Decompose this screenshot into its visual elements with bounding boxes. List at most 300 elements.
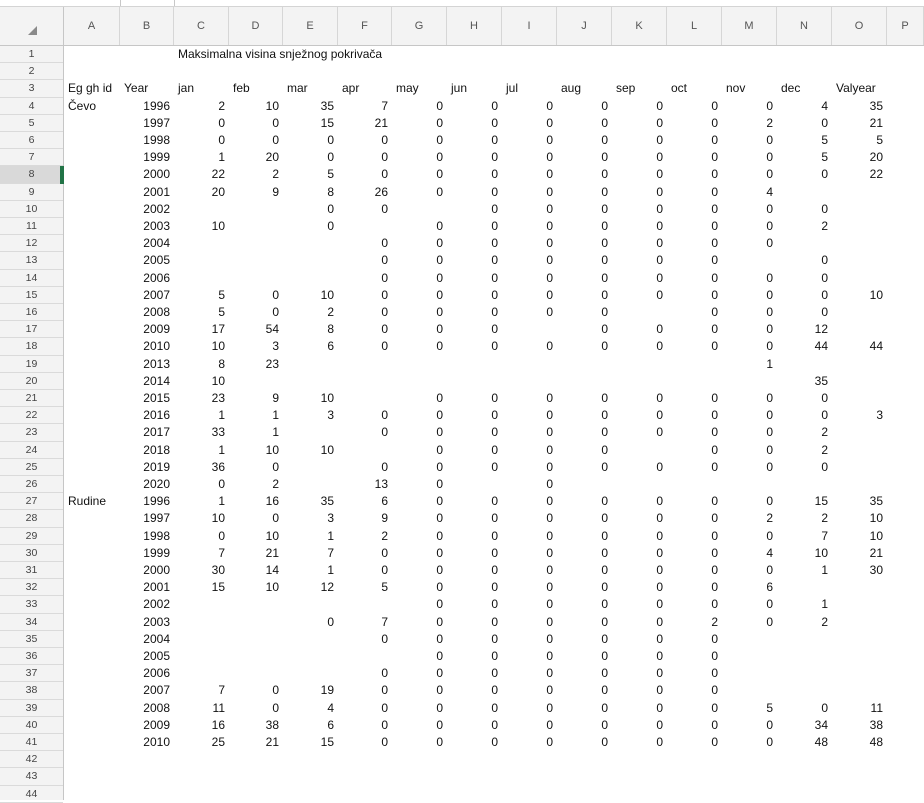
data-cell[interactable]: 0 xyxy=(546,391,553,405)
data-cell[interactable]: 0 xyxy=(436,219,443,233)
data-cell[interactable]: 0 xyxy=(601,563,608,577)
data-cell[interactable]: 0 xyxy=(766,219,773,233)
row-header-34[interactable]: 34 xyxy=(0,614,63,631)
data-cell[interactable]: 0 xyxy=(766,305,773,319)
data-cell[interactable]: 0 xyxy=(436,511,443,526)
data-cell[interactable]: 0 xyxy=(546,305,553,319)
data-cell[interactable]: 21 xyxy=(265,735,279,749)
data-cell[interactable]: 0 xyxy=(656,494,663,509)
data-cell[interactable]: 0 xyxy=(766,717,773,732)
data-cell[interactable]: 0 xyxy=(601,425,608,440)
data-cell[interactable]: 10 xyxy=(814,545,828,560)
data-cell[interactable]: 0 xyxy=(601,735,608,749)
station-name-cell[interactable]: Čevo xyxy=(68,98,97,113)
column-header-h[interactable]: H xyxy=(447,7,502,45)
data-cell[interactable]: 5 xyxy=(381,580,388,595)
data-cell[interactable]: 0 xyxy=(381,408,388,423)
data-cell[interactable]: 21 xyxy=(869,545,883,560)
row-header-44[interactable]: 44 xyxy=(0,786,63,803)
data-cell[interactable]: 2001 xyxy=(143,580,170,595)
data-cell[interactable]: 2 xyxy=(272,477,279,491)
header-cell-7[interactable]: may xyxy=(396,81,419,96)
data-cell[interactable]: 0 xyxy=(436,666,443,681)
data-cell[interactable]: 0 xyxy=(436,700,443,715)
data-cell[interactable]: 2014 xyxy=(143,373,170,388)
row-header-17[interactable]: 17 xyxy=(0,321,63,338)
data-cell[interactable]: 2018 xyxy=(143,442,170,457)
data-cell[interactable]: 0 xyxy=(656,649,663,663)
data-cell[interactable]: 2 xyxy=(821,219,828,233)
data-cell[interactable]: 8 xyxy=(327,184,334,199)
data-cell[interactable]: 0 xyxy=(656,150,663,165)
data-cell[interactable]: 44 xyxy=(814,339,828,354)
data-cell[interactable]: 0 xyxy=(546,219,553,233)
data-cell[interactable]: 13 xyxy=(374,477,388,491)
data-cell[interactable]: 0 xyxy=(656,425,663,440)
row-header-11[interactable]: 11 xyxy=(0,218,63,235)
data-cell[interactable]: 0 xyxy=(766,270,773,285)
data-cell[interactable]: 0 xyxy=(601,683,608,698)
data-cell[interactable]: 0 xyxy=(436,98,443,113)
data-cell[interactable]: 0 xyxy=(546,442,553,457)
data-cell[interactable]: 6 xyxy=(327,339,334,354)
data-cell[interactable]: 2010 xyxy=(143,735,170,749)
data-cell[interactable]: 0 xyxy=(381,631,388,646)
data-cell[interactable]: 0 xyxy=(766,150,773,165)
data-cell[interactable]: 0 xyxy=(656,287,663,302)
column-header-b[interactable]: B xyxy=(120,7,174,45)
data-cell[interactable]: 0 xyxy=(711,253,718,268)
data-cell[interactable]: 0 xyxy=(711,270,718,285)
data-cell[interactable]: 0 xyxy=(381,735,388,749)
data-cell[interactable]: 2 xyxy=(218,98,225,113)
data-cell[interactable]: 1998 xyxy=(143,528,170,543)
data-cell[interactable]: 3 xyxy=(272,339,279,354)
data-cell[interactable]: 0 xyxy=(546,150,553,165)
data-cell[interactable]: 0 xyxy=(546,425,553,440)
data-cell[interactable]: 0 xyxy=(436,391,443,405)
data-cell[interactable]: 15 xyxy=(814,494,828,509)
data-cell[interactable]: 2007 xyxy=(143,287,170,302)
data-cell[interactable]: 10 xyxy=(869,528,883,543)
header-cell-12[interactable]: oct xyxy=(671,81,688,96)
data-cell[interactable]: 0 xyxy=(656,666,663,681)
data-cell[interactable]: 0 xyxy=(546,580,553,595)
data-cell[interactable]: 2010 xyxy=(143,339,170,354)
data-cell[interactable]: 0 xyxy=(327,614,334,629)
row-header-19[interactable]: 19 xyxy=(0,356,63,373)
data-cell[interactable]: 0 xyxy=(546,494,553,509)
row-header-15[interactable]: 15 xyxy=(0,287,63,304)
data-cell[interactable]: 16 xyxy=(211,717,225,732)
data-cell[interactable]: 0 xyxy=(491,511,498,526)
header-cell-8[interactable]: jun xyxy=(451,81,468,96)
data-cell[interactable]: 48 xyxy=(814,735,828,749)
data-cell[interactable]: 7 xyxy=(327,545,334,560)
data-cell[interactable]: 0 xyxy=(711,150,718,165)
data-cell[interactable]: 0 xyxy=(766,442,773,457)
data-cell[interactable]: 20 xyxy=(265,150,279,165)
header-cell-3[interactable]: jan xyxy=(178,81,195,96)
data-cell[interactable]: 0 xyxy=(381,167,388,182)
data-cell[interactable]: 0 xyxy=(381,150,388,165)
row-header-30[interactable]: 30 xyxy=(0,545,63,562)
data-cell[interactable]: 2017 xyxy=(143,425,170,440)
select-all-triangle-icon[interactable] xyxy=(28,26,37,35)
data-cell[interactable]: 9 xyxy=(272,184,279,199)
header-cell-15[interactable]: Valyear xyxy=(836,81,876,96)
data-cell[interactable]: 0 xyxy=(436,735,443,749)
data-cell[interactable]: 0 xyxy=(381,683,388,698)
data-cell[interactable]: 1 xyxy=(218,408,225,423)
data-cell[interactable]: 0 xyxy=(601,649,608,663)
row-header-26[interactable]: 26 xyxy=(0,476,63,493)
data-cell[interactable]: 8 xyxy=(218,356,225,371)
data-cell[interactable]: 0 xyxy=(711,184,718,199)
data-cell[interactable]: 0 xyxy=(766,494,773,509)
data-cell[interactable]: 0 xyxy=(218,115,225,130)
data-cell[interactable]: 11 xyxy=(870,700,883,715)
data-cell[interactable]: 0 xyxy=(711,528,718,543)
data-cell[interactable]: 0 xyxy=(656,528,663,543)
data-cell[interactable]: 0 xyxy=(601,700,608,715)
data-cell[interactable]: 5 xyxy=(766,700,773,715)
data-cell[interactable]: 15 xyxy=(320,735,334,749)
data-cell[interactable]: 2000 xyxy=(143,167,170,182)
data-cell[interactable]: 1 xyxy=(272,408,279,423)
data-cell[interactable]: 0 xyxy=(711,597,718,612)
data-cell[interactable]: 12 xyxy=(320,580,334,595)
data-cell[interactable]: 2 xyxy=(766,115,773,130)
data-cell[interactable]: 10 xyxy=(211,373,225,388)
data-cell[interactable]: 0 xyxy=(491,717,498,732)
data-cell[interactable]: 0 xyxy=(711,580,718,595)
data-cell[interactable]: 2003 xyxy=(143,614,170,629)
data-cell[interactable]: 0 xyxy=(381,666,388,681)
data-cell[interactable]: 0 xyxy=(491,425,498,440)
row-header-41[interactable]: 41 xyxy=(0,734,63,751)
data-cell[interactable]: 2 xyxy=(272,167,279,182)
data-cell[interactable]: 10 xyxy=(869,511,883,526)
data-cell[interactable]: 0 xyxy=(491,459,498,474)
data-cell[interactable]: 0 xyxy=(711,133,718,147)
row-header-25[interactable]: 25 xyxy=(0,459,63,476)
data-cell[interactable]: 0 xyxy=(436,597,443,612)
data-cell[interactable]: 0 xyxy=(766,339,773,354)
data-cell[interactable]: 35 xyxy=(869,494,883,509)
data-cell[interactable]: 0 xyxy=(821,305,828,319)
column-header-a[interactable]: A xyxy=(64,7,120,45)
data-cell[interactable]: 0 xyxy=(491,184,498,199)
row-header-6[interactable]: 6 xyxy=(0,132,63,149)
data-cell[interactable]: 0 xyxy=(436,563,443,577)
data-cell[interactable]: 0 xyxy=(711,115,718,130)
column-header-o[interactable]: O xyxy=(832,7,887,45)
data-cell[interactable]: 2 xyxy=(766,511,773,526)
data-cell[interactable]: 0 xyxy=(491,649,498,663)
data-cell[interactable]: 0 xyxy=(711,167,718,182)
data-cell[interactable]: 23 xyxy=(211,391,225,405)
data-cell[interactable]: 0 xyxy=(711,408,718,423)
data-cell[interactable]: 0 xyxy=(601,459,608,474)
header-cell-5[interactable]: mar xyxy=(287,81,308,96)
data-cell[interactable]: 0 xyxy=(436,442,443,457)
column-header-p[interactable]: P xyxy=(887,7,924,45)
data-cell[interactable]: 1997 xyxy=(143,115,170,130)
header-cell-10[interactable]: aug xyxy=(561,81,582,96)
data-cell[interactable]: 0 xyxy=(436,580,443,595)
data-cell[interactable]: 0 xyxy=(436,150,443,165)
data-cell[interactable]: 0 xyxy=(436,167,443,182)
data-cell[interactable]: 22 xyxy=(869,167,883,182)
data-cell[interactable]: 2000 xyxy=(143,563,170,577)
data-cell[interactable]: 0 xyxy=(327,219,334,233)
data-cell[interactable]: 10 xyxy=(211,511,225,526)
data-cell[interactable]: 0 xyxy=(436,253,443,268)
data-cell[interactable]: 0 xyxy=(491,201,498,216)
data-cell[interactable]: 0 xyxy=(546,717,553,732)
data-cell[interactable]: 1 xyxy=(821,563,828,577)
data-cell[interactable]: 5 xyxy=(876,133,883,147)
header-cell-14[interactable]: dec xyxy=(781,81,801,96)
data-cell[interactable]: 0 xyxy=(601,339,608,354)
data-cell[interactable]: 0 xyxy=(821,253,828,268)
data-cell[interactable]: 2009 xyxy=(143,717,170,732)
row-header-22[interactable]: 22 xyxy=(0,407,63,424)
data-cell[interactable]: 10 xyxy=(265,528,279,543)
data-cell[interactable]: 25 xyxy=(211,735,225,749)
row-header-32[interactable]: 32 xyxy=(0,579,63,596)
row-header-35[interactable]: 35 xyxy=(0,631,63,648)
data-cell[interactable]: 0 xyxy=(766,597,773,612)
data-cell[interactable]: 22 xyxy=(211,167,225,182)
data-cell[interactable]: 21 xyxy=(869,115,883,130)
data-cell[interactable]: 0 xyxy=(601,545,608,560)
data-cell[interactable]: 0 xyxy=(546,614,553,629)
data-cell[interactable]: 2015 xyxy=(143,391,170,405)
data-cell[interactable]: 0 xyxy=(601,631,608,646)
row-header-23[interactable]: 23 xyxy=(0,424,63,441)
data-cell[interactable]: 0 xyxy=(491,614,498,629)
data-cell[interactable]: 21 xyxy=(265,545,279,560)
data-cell[interactable]: 0 xyxy=(656,167,663,182)
data-cell[interactable]: 19 xyxy=(320,683,334,698)
data-cell[interactable]: 0 xyxy=(711,459,718,474)
column-header-n[interactable]: N xyxy=(777,7,832,45)
data-cell[interactable]: 0 xyxy=(436,115,443,130)
data-cell[interactable]: 0 xyxy=(601,236,608,251)
data-cell[interactable]: 20 xyxy=(211,184,225,199)
data-cell[interactable]: 7 xyxy=(821,528,828,543)
data-cell[interactable]: 0 xyxy=(327,201,334,216)
data-cell[interactable]: 0 xyxy=(491,666,498,681)
data-cell[interactable]: 0 xyxy=(218,528,225,543)
data-cell[interactable]: 0 xyxy=(436,459,443,474)
select-all-corner[interactable] xyxy=(0,7,64,45)
row-header-9[interactable]: 9 xyxy=(0,184,63,201)
data-cell[interactable]: 0 xyxy=(491,391,498,405)
data-cell[interactable]: 1999 xyxy=(143,150,170,165)
data-cell[interactable]: 0 xyxy=(656,614,663,629)
data-cell[interactable]: 1 xyxy=(218,150,225,165)
header-cell-9[interactable]: jul xyxy=(506,81,519,96)
data-cell[interactable]: 0 xyxy=(601,133,608,147)
data-cell[interactable]: 0 xyxy=(436,683,443,698)
data-cell[interactable]: 0 xyxy=(381,133,388,147)
data-cell[interactable]: 10 xyxy=(265,580,279,595)
data-cell[interactable]: 2019 xyxy=(143,459,170,474)
data-cell[interactable]: 0 xyxy=(491,98,498,113)
data-cell[interactable]: 1 xyxy=(218,442,225,457)
data-cell[interactable]: 1997 xyxy=(143,511,170,526)
data-cell[interactable]: 0 xyxy=(601,442,608,457)
data-cell[interactable]: 0 xyxy=(601,597,608,612)
data-cell[interactable]: 0 xyxy=(491,270,498,285)
data-cell[interactable]: 0 xyxy=(711,511,718,526)
data-cell[interactable]: 0 xyxy=(766,735,773,749)
data-cell[interactable]: 0 xyxy=(821,270,828,285)
data-cell[interactable]: 0 xyxy=(601,322,608,337)
column-header-d[interactable]: D xyxy=(229,7,283,45)
data-cell[interactable]: 0 xyxy=(546,700,553,715)
data-cell[interactable]: 0 xyxy=(546,666,553,681)
data-cell[interactable]: 0 xyxy=(491,339,498,354)
data-cell[interactable]: 30 xyxy=(211,563,225,577)
data-cell[interactable]: 0 xyxy=(381,563,388,577)
row-header-39[interactable]: 39 xyxy=(0,700,63,717)
data-cell[interactable]: 8 xyxy=(327,322,334,337)
data-cell[interactable]: 2008 xyxy=(143,305,170,319)
row-header-8[interactable]: 8 xyxy=(0,166,63,183)
data-cell[interactable]: 0 xyxy=(436,614,443,629)
data-cell[interactable]: 0 xyxy=(601,511,608,526)
data-cell[interactable]: 6 xyxy=(327,717,334,732)
row-header-36[interactable]: 36 xyxy=(0,648,63,665)
data-cell[interactable]: 0 xyxy=(601,494,608,509)
data-cell[interactable]: 15 xyxy=(320,115,334,130)
data-cell[interactable]: 38 xyxy=(265,717,279,732)
data-cell[interactable]: 0 xyxy=(491,167,498,182)
data-cell[interactable]: 2003 xyxy=(143,219,170,233)
data-cell[interactable]: 0 xyxy=(327,133,334,147)
data-cell[interactable]: 0 xyxy=(601,408,608,423)
data-cell[interactable]: 12 xyxy=(814,322,828,337)
data-cell[interactable]: 1996 xyxy=(143,494,170,509)
data-cell[interactable]: 2001 xyxy=(143,184,170,199)
row-header-43[interactable]: 43 xyxy=(0,768,63,785)
data-cell[interactable]: 2 xyxy=(327,305,334,319)
data-cell[interactable]: 0 xyxy=(711,305,718,319)
data-cell[interactable]: 0 xyxy=(711,494,718,509)
data-cell[interactable]: 10 xyxy=(320,391,334,405)
data-cell[interactable]: 0 xyxy=(601,270,608,285)
data-cell[interactable]: 11 xyxy=(212,700,225,715)
data-cell[interactable]: 1 xyxy=(327,528,334,543)
data-cell[interactable]: 0 xyxy=(436,270,443,285)
data-cell[interactable]: 0 xyxy=(601,167,608,182)
data-cell[interactable]: 0 xyxy=(436,649,443,663)
data-cell[interactable]: 2009 xyxy=(143,322,170,337)
data-cell[interactable]: 0 xyxy=(711,631,718,646)
data-cell[interactable]: 0 xyxy=(711,219,718,233)
data-cell[interactable]: 1996 xyxy=(143,98,170,113)
data-cell[interactable]: 0 xyxy=(546,236,553,251)
data-cell[interactable]: 0 xyxy=(436,425,443,440)
data-cell[interactable]: 2002 xyxy=(143,597,170,612)
data-cell[interactable]: 0 xyxy=(656,98,663,113)
data-cell[interactable]: 0 xyxy=(711,339,718,354)
data-cell[interactable]: 0 xyxy=(601,98,608,113)
data-cell[interactable]: 10 xyxy=(320,442,334,457)
row-header-7[interactable]: 7 xyxy=(0,149,63,166)
column-header-m[interactable]: M xyxy=(722,7,777,45)
data-cell[interactable]: 10 xyxy=(265,98,279,113)
data-cell[interactable]: 0 xyxy=(491,580,498,595)
data-cell[interactable]: 0 xyxy=(272,700,279,715)
data-cell[interactable]: 2007 xyxy=(143,683,170,698)
data-cell[interactable]: 0 xyxy=(711,236,718,251)
data-cell[interactable]: 0 xyxy=(381,545,388,560)
data-cell[interactable]: 0 xyxy=(766,408,773,423)
header-cell-13[interactable]: nov xyxy=(726,81,746,96)
header-cell-1[interactable]: Eg gh id xyxy=(68,81,113,96)
data-cell[interactable]: 0 xyxy=(436,494,443,509)
data-cell[interactable]: 0 xyxy=(821,408,828,423)
data-cell[interactable]: 7 xyxy=(218,683,225,698)
data-cell[interactable]: 2 xyxy=(821,425,828,440)
row-header-12[interactable]: 12 xyxy=(0,235,63,252)
data-cell[interactable]: 0 xyxy=(766,322,773,337)
data-cell[interactable]: 0 xyxy=(766,201,773,216)
data-cell[interactable]: 0 xyxy=(491,700,498,715)
data-cell[interactable]: 0 xyxy=(711,666,718,681)
data-cell[interactable]: 2008 xyxy=(143,700,170,715)
data-cell[interactable]: 0 xyxy=(656,133,663,147)
data-cell[interactable]: 0 xyxy=(601,666,608,681)
data-cell[interactable]: 0 xyxy=(546,477,553,491)
data-cell[interactable]: 15 xyxy=(211,580,225,595)
data-cell[interactable]: 0 xyxy=(546,253,553,268)
data-cell[interactable]: 0 xyxy=(546,459,553,474)
row-header-13[interactable]: 13 xyxy=(0,252,63,269)
data-cell[interactable]: 0 xyxy=(656,597,663,612)
column-header-e[interactable]: E xyxy=(283,7,338,45)
data-cell[interactable]: 2 xyxy=(821,614,828,629)
data-cell[interactable]: 35 xyxy=(869,98,883,113)
data-cell[interactable]: 0 xyxy=(381,700,388,715)
data-cell[interactable]: 7 xyxy=(218,545,225,560)
data-cell[interactable]: 1 xyxy=(218,494,225,509)
data-cell[interactable]: 0 xyxy=(656,322,663,337)
data-cell[interactable]: 0 xyxy=(546,270,553,285)
data-cell[interactable]: 1998 xyxy=(143,133,170,147)
data-cell[interactable]: 0 xyxy=(656,580,663,595)
row-header-31[interactable]: 31 xyxy=(0,562,63,579)
data-cell[interactable]: 0 xyxy=(381,339,388,354)
header-cell-11[interactable]: sep xyxy=(616,81,636,96)
data-cell[interactable]: 0 xyxy=(766,287,773,302)
data-cell[interactable]: 33 xyxy=(211,425,225,440)
data-cell[interactable]: 9 xyxy=(272,391,279,405)
data-cell[interactable]: 0 xyxy=(491,545,498,560)
data-cell[interactable]: 0 xyxy=(546,167,553,182)
data-cell[interactable]: 16 xyxy=(265,494,279,509)
data-cell[interactable]: 0 xyxy=(546,339,553,354)
data-cell[interactable]: 0 xyxy=(601,528,608,543)
data-cell[interactable]: 0 xyxy=(766,563,773,577)
data-cell[interactable]: 0 xyxy=(272,305,279,319)
row-header-2[interactable]: 2 xyxy=(0,63,63,80)
